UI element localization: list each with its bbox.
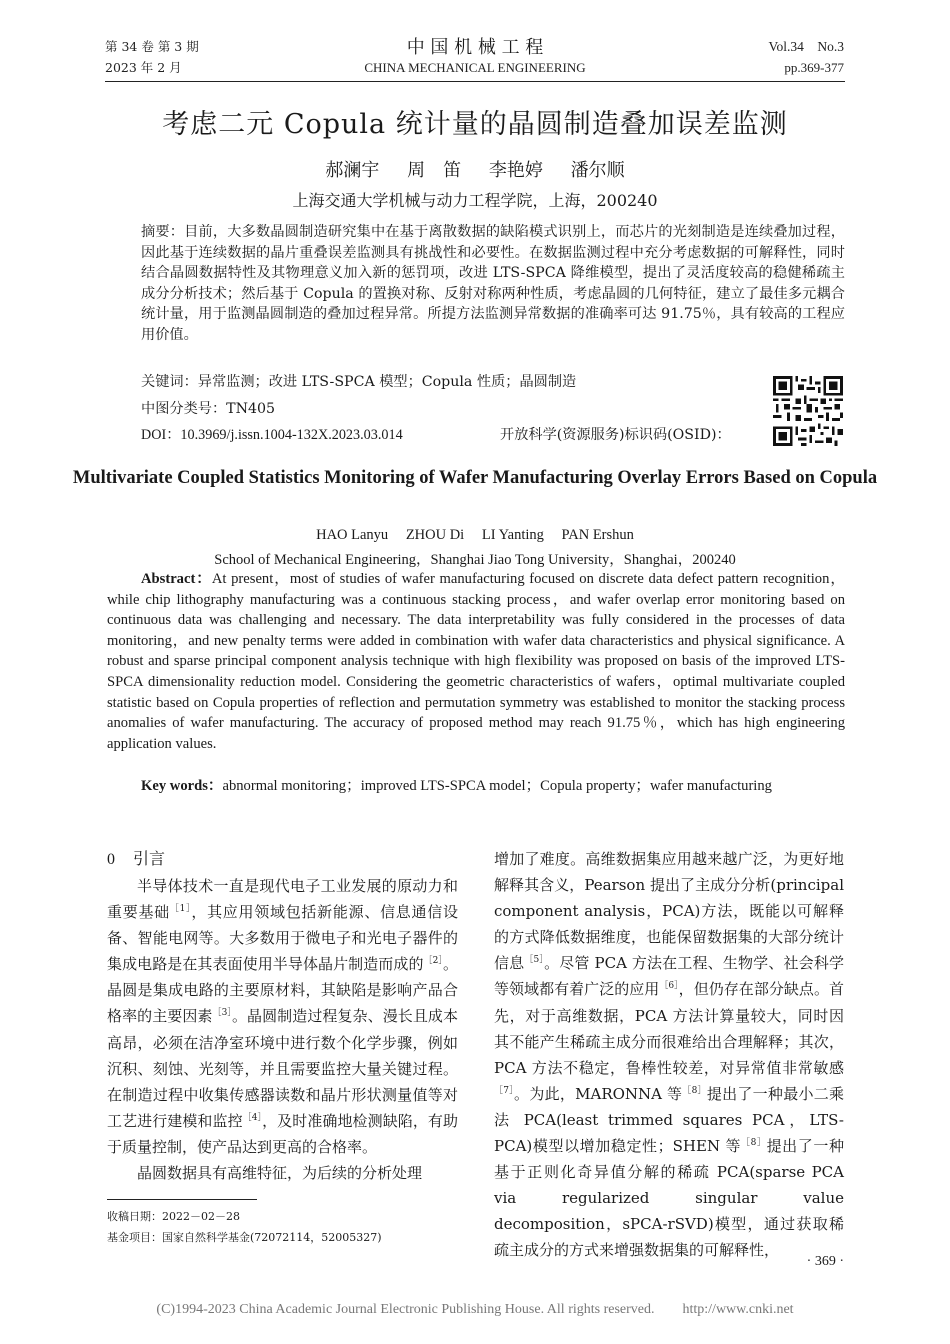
qr-code-icon xyxy=(773,376,843,446)
abstract-en-text: At present，most of studies of wafer manufacturing focused on discrete data defect pattern recognition，while chip lithography manufacturing was a continuous stacking process，and wafer overlap error monitoring based on continuous data was challenging and necessary. The data interpretability was fully considered in the processes of data monitoring，and new penalty terms were added in combination with wafer data characteristics and physical significance. A robust and sparse principal component analysis technique with high flexibility was proposed on basis of the improved LTS-SPCA dimensionality reduction model. Considering the geometric characteristics of wafers，optimal multivariate coupled statistic based on Copula properties of reflection and permutation symmetry was established to monitor the stacking process anomalies of wafer manufacturing. The accuracy of proposed method may reach 91.75％，which has high engineering application values. xyxy=(107,571,845,752)
citation: ［7］ xyxy=(494,1085,515,1096)
affiliation-cn: 上海交通大学机械与动力工程学院，上海，200240 xyxy=(292,191,658,210)
page-range: pp.369-377 xyxy=(784,60,844,75)
citation: ［3］ xyxy=(212,1008,232,1019)
journal-title-en: CHINA MECHANICAL ENGINEERING xyxy=(364,60,586,75)
page-number: · 369 · xyxy=(806,1254,844,1269)
section-number: 0 xyxy=(107,851,115,868)
citation: ［6］ xyxy=(659,981,679,992)
abstract-en xyxy=(107,569,845,754)
left-column xyxy=(107,873,458,1186)
author-cn: 李艳婷 xyxy=(488,160,543,181)
author-cn: 郝澜宇 xyxy=(325,160,380,181)
abstract-cn-label: 摘要： xyxy=(141,224,185,240)
citation: ［2］ xyxy=(423,956,443,967)
keywords-en xyxy=(107,776,845,797)
text-run: ，及时准确地检测缺陷，有助于质量控制，使产品达到更高的合格率。 xyxy=(107,1111,458,1156)
text-run: 提出了一种最小二乘法 PCA(least trimmed squares PCA，LTS-PCA)模型以增加稳定性；SHEN 等 xyxy=(494,1084,844,1156)
citation: ［8］ xyxy=(682,1085,707,1096)
authors-en xyxy=(0,527,950,544)
classification-cn: 中图分类号：TN405 xyxy=(141,401,276,417)
citation: ［1］ xyxy=(169,904,192,915)
author-cn: 周 笛 xyxy=(407,160,462,181)
text-run: ，其应用领域包括新能源、信息通信设备、智能电网等。大多数用于微电子和光电子器件的集成电路是在其表面使用半导体晶片制造而成的 xyxy=(107,903,458,974)
text-run: ，但仍存在部分缺点。首先，对于高维数据，PCA 方法计算量较大，同时因其不能产生稀疏主成分而很难给出合理解释；其次，PCA 方法不稳定，鲁棒性较差，对异常值非常敏感 xyxy=(494,980,844,1077)
received-date: 收稿日期：2022－02－28 xyxy=(107,1210,240,1223)
author-en: ZHOU Di xyxy=(405,527,465,543)
text-run: 。晶圆制造过程复杂、漫长且成本高昂，必须在洁净室环境中进行数个化学步骤，例如沉积、刻蚀、光刻等，并且需要监控大量关键过程。在制造过程中收集传感器读数和晶片形状测量值等对工艺进行建模和监控 xyxy=(107,1007,458,1130)
paragraph xyxy=(107,873,458,1160)
title-cn: 考虑二元 Copula 统计量的晶圆制造叠加误差监测 xyxy=(162,109,788,140)
volume-issue-en: Vol.34 No.3 xyxy=(768,39,844,54)
author-cn: 潘尔顺 xyxy=(570,160,625,181)
title-en: Multivariate Coupled Statistics Monitoring of Wafer Manufacturing Overlay Errors Based on Copula xyxy=(72,468,878,488)
osid-label: 开放科学(资源服务)标识码(OSID)： xyxy=(500,427,731,443)
footnote-rule xyxy=(107,1199,257,1200)
volume-issue-cn: 第 34 卷 第 3 期 xyxy=(105,39,199,54)
text-run: 。尽管 PCA 方法在工程、生物学、社会科学等领域都有着广泛的应用 xyxy=(494,954,844,999)
fund-info: 基金项目：国家自然科学基金(72072114，52005327) xyxy=(107,1231,382,1244)
abstract-cn-text: 目前，大多数晶圆制造研究集中在基于离散数据的缺陷模式识别上，而芯片的光刻制造是连续叠加过程，因此基于连续数据的晶片重叠误差监测具有挑战性和必要性。在数据监测过程中充分考虑数据的可解释性，同时结合晶圆数据特性及其物理意义加入新的惩罚项，改进 LTS-SPCA 降维模型，提出了灵活度较高的稳健稀疏主成分分析技术；然后基于 Copula 的置换对称、反射对称两种性质，考虑晶圆的几何特征，建立了最佳多元耦合统计量，用于监测晶圆制造的叠加过程异常。所提方法监测异常数据的准确率可达 91.75％，具有较高的工程应用价值。 xyxy=(141,224,845,343)
date-cn: 2023 年 2 月 xyxy=(105,60,182,75)
citation: ［5］ xyxy=(524,955,545,966)
section-heading xyxy=(107,846,165,869)
author-en: PAN Ershun xyxy=(561,527,634,543)
text-run: 。晶圆是集成电路的主要原材料，其缺陷是影响产品合格率的主要因素 xyxy=(107,955,458,1026)
authors-cn xyxy=(0,156,950,182)
abstract-cn xyxy=(141,222,845,346)
doi: DOI：10.3969/j.issn.1004-132X.2023.03.014 xyxy=(141,427,403,443)
paragraph: 晶圆数据具有高维特征，为后续的分析处理 xyxy=(137,1164,423,1183)
author-en: LI Yanting xyxy=(481,527,544,543)
affiliation-en: School of Mechanical Engineering，Shanghai Jiao Tong University，Shanghai，200240 xyxy=(214,552,736,568)
text-run: 提出了一种基于正则化奇异值分解的稀疏 PCA(sparse PCA via regularized singular value decomposition，sPCA-rSVD)模型，通过获取稀疏主成分的方式来增强数据集的可解释性， xyxy=(494,1137,844,1260)
keywords-en-text: abnormal monitoring；improved LTS-SPCA model；Copula property；wafer manufacturing xyxy=(222,778,772,794)
author-en: HAO Lanyu xyxy=(316,527,389,543)
header-rule xyxy=(105,81,845,82)
right-column xyxy=(494,846,844,1264)
paragraph xyxy=(494,846,844,1264)
text-run: 增加了难度。高维数据集应用越来越广泛，为更好地解释其含义，Pearson 提出了主成分分析(principal component analysis，PCA)方法，既能以可解释的方式降低数据维度，也能保留数据集的大部分统计信息 xyxy=(494,850,844,973)
copyright-line: (C)1994-2023 China Academic Journal Electronic Publishing House. All rights reserved. http://www.cnki.net xyxy=(156,1302,794,1317)
text-run: 半导体技术一直是现代电子工业发展的原动力和重要基础 xyxy=(107,877,458,922)
keywords-en-label: Key words： xyxy=(141,778,223,794)
citation: ［8］ xyxy=(741,1138,767,1149)
text-run: 。为此，MARONNA 等 xyxy=(514,1084,683,1103)
citation: ［4］ xyxy=(242,1112,263,1123)
abstract-en-label: Abstract： xyxy=(141,571,212,587)
journal-title-cn: 中 国 机 械 工 程 xyxy=(406,37,544,58)
keywords-cn: 关键词：异常监测；改进 LTS-SPCA 模型；Copula 性质；晶圆制造 xyxy=(141,374,577,390)
section-title: 引言 xyxy=(133,849,166,868)
